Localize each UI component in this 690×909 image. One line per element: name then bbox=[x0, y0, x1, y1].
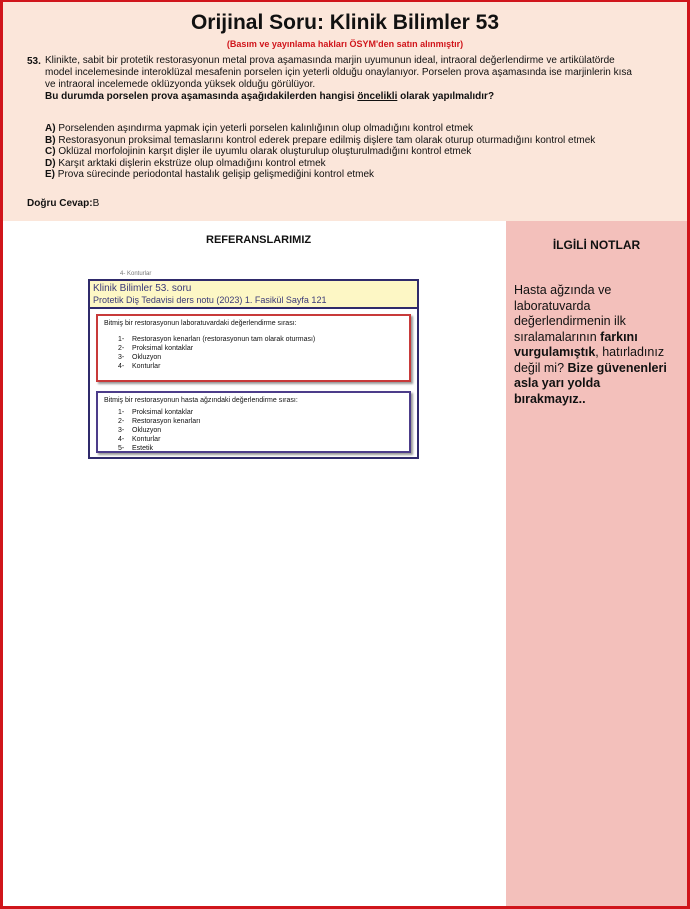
notes-title: İLGİLİ NOTLAR bbox=[552, 238, 641, 252]
option-text: Porselenden aşındırma yapmak için yeterli porselen kalınlığının olup olmadığını kontrol etmek bbox=[58, 123, 474, 134]
ask-emphasis: öncelikli bbox=[357, 91, 398, 102]
item-text: Okluzyon bbox=[132, 354, 162, 361]
answer-label: Doğru Cevap: bbox=[27, 198, 93, 209]
list-item bbox=[118, 426, 403, 435]
item-number: 2- bbox=[118, 345, 125, 352]
reference-card-subtitle: Protetik Diş Tedavisi ders notu (2023) 1. Fasikül Sayfa 121 bbox=[93, 295, 327, 305]
item-text: Konturlar bbox=[132, 436, 161, 443]
rights-notice: (Basım ve yayınlama hakları ÖSYM'den satın alınmıştır) bbox=[226, 39, 464, 49]
notes-emphasis: farkını vurgulamıştık bbox=[514, 329, 638, 359]
option-letter: B) bbox=[45, 134, 56, 146]
item-text: Estetik bbox=[132, 445, 154, 452]
clipped-reference-text: 4- Konturlar bbox=[120, 271, 152, 277]
option-letter: A) bbox=[45, 123, 56, 134]
item-text: Okluzyon bbox=[132, 427, 162, 434]
reference-card-title: Klinik Bilimler 53. soru bbox=[93, 283, 192, 294]
item-number: 3- bbox=[118, 427, 125, 434]
item-text: Proksimal kontaklar bbox=[132, 345, 194, 352]
reference-card-header bbox=[90, 281, 417, 309]
item-text: Konturlar bbox=[132, 363, 161, 370]
notes-text bbox=[514, 283, 674, 407]
item-number: 3- bbox=[118, 354, 125, 361]
item-number: 2- bbox=[118, 418, 125, 425]
list-item bbox=[118, 335, 403, 344]
lab-evaluation-box bbox=[96, 314, 411, 382]
page-title: Orijinal Soru: Klinik Bilimler 53 bbox=[190, 11, 500, 34]
list-item bbox=[118, 417, 403, 426]
answer-options bbox=[45, 123, 665, 181]
question-ask bbox=[45, 91, 645, 103]
item-text: Restorasyon kenarları bbox=[132, 418, 201, 425]
mouth-evaluation-heading: Bitmiş bir restorasyonun hasta ağzındaki değerlendirme sırası: bbox=[104, 397, 298, 404]
option-d bbox=[45, 158, 665, 170]
option-b bbox=[45, 135, 665, 147]
list-item bbox=[118, 362, 403, 371]
lab-evaluation-list bbox=[104, 335, 403, 371]
notes-text-part: Hasta ağzında ve laboratuvarda değerlendirmenin ilk sıralamalarının bbox=[514, 283, 626, 344]
list-item bbox=[118, 408, 403, 417]
option-letter: C) bbox=[45, 146, 56, 158]
mouth-evaluation-list bbox=[104, 408, 403, 453]
correct-answer bbox=[27, 198, 99, 209]
question-panel bbox=[3, 2, 687, 221]
notes-panel bbox=[506, 221, 687, 906]
mouth-evaluation-box bbox=[96, 391, 411, 453]
stem-line: ve intraoral incelemede oklüzyonda yüksek olduğu görülüyor. bbox=[45, 79, 316, 90]
answer-value: B bbox=[92, 198, 100, 209]
option-letter: E) bbox=[45, 169, 55, 181]
option-text: Restorasyonun proksimal temaslarını kontrol ederek prepare edilmiş dişlere tam olarak oturup oturmadığını kontrol etmek bbox=[58, 134, 596, 146]
option-c bbox=[45, 146, 665, 158]
ask-text: Bu durumda porselen prova aşamasında aşağıdakilerden hangisi bbox=[45, 91, 358, 102]
list-item bbox=[118, 435, 403, 444]
option-text: Oklüzal morfolojinin karşıt dişler ile uyumlu olarak oluşturulup oluşturulmadığını kontrol etmek bbox=[58, 146, 472, 158]
ask-text-end: olarak yapılmalıdır? bbox=[397, 91, 495, 102]
lab-evaluation-heading: Bitmiş bir restorasyonun laboratuvardaki değerlendirme sırası: bbox=[104, 320, 297, 327]
option-text: Karşıt arktaki dişlerin ekstrüze olup olmadığını kontrol etmek bbox=[58, 157, 326, 169]
item-text: Proksimal kontaklar bbox=[132, 409, 194, 416]
stem-line: model incelemesinde interoklüzal mesafenin porselen için yeterli olduğu onaylanıyor. Porselen prova aşamasında ise marjinlerin kısa bbox=[45, 67, 632, 78]
question-number: 53. bbox=[27, 56, 41, 67]
list-item bbox=[118, 344, 403, 353]
list-item bbox=[118, 444, 403, 453]
stem-line: Klinikte, sabit bir protetik restorasyonun metal prova aşamasında marjin uyumunun ideal, intraoral değerlendirme ve artikülatörde bbox=[45, 55, 615, 66]
notes-text-part: , hatırladınız değil mi? bbox=[514, 345, 665, 375]
item-number: 1- bbox=[118, 409, 125, 416]
item-text: Restorasyon kenarları (restorasyonun tam olarak oturması) bbox=[132, 336, 316, 343]
item-number: 4- bbox=[118, 363, 125, 370]
question-stem bbox=[45, 55, 645, 103]
notes-emphasis: Bize güvenenleri asla yarı yolda bırakmayız.. bbox=[514, 360, 667, 406]
option-text: Prova sürecinde periodontal hastalık gelişip gelişmediğini kontrol etmek bbox=[57, 169, 375, 181]
option-a bbox=[45, 123, 665, 135]
item-number: 4- bbox=[118, 436, 125, 443]
option-e bbox=[45, 169, 665, 181]
option-letter: D) bbox=[45, 157, 56, 169]
item-number: 1- bbox=[118, 336, 125, 343]
list-item bbox=[118, 353, 403, 362]
references-title: REFERANSLARIMIZ bbox=[206, 234, 312, 246]
item-number: 5- bbox=[118, 445, 125, 452]
reference-card bbox=[88, 279, 419, 459]
